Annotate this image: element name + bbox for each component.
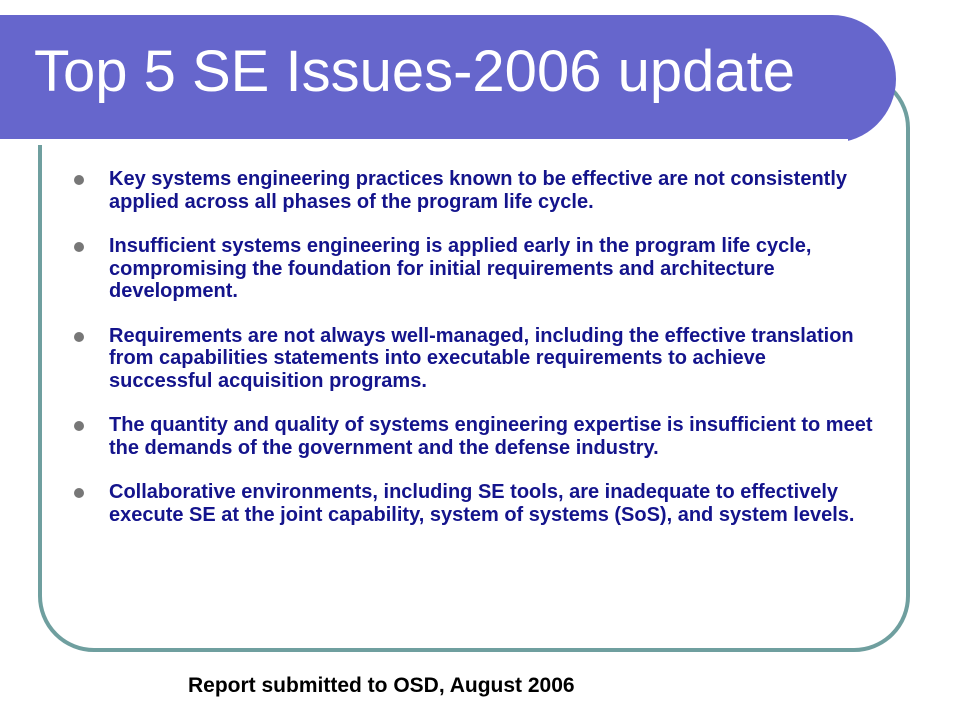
slide-title: Top 5 SE Issues-2006 update (34, 39, 795, 104)
bullet-dot-icon (74, 175, 84, 185)
bullet-text: The quantity and quality of systems engineering expertise is insufficient to meet the demands of the government and the defense industry. (109, 414, 873, 459)
bullet-text: Requirements are not always well-managed, including the effective translation from capabilities statements into executable requirements to achieve successful acquisition programs. (109, 324, 854, 392)
title-underline (0, 139, 848, 145)
bullet-dot-icon (74, 242, 84, 252)
bullet-text: Insufficient systems engineering is applied early in the program life cycle, compromising the foundation for initial requirements and architecture development. (109, 235, 812, 302)
bullet-dot-icon (74, 488, 84, 498)
bullet-text: Key systems engineering practices known to be effective are not consistently applied across all phases of the program life cycle. (109, 168, 848, 213)
bullet-item-5 (74, 481, 874, 526)
bullet-dot-icon (74, 332, 84, 342)
bullet-item-1 (74, 168, 874, 213)
bullet-text: Collaborative environments, including SE tools, are inadequate to effectively execute SE at the joint capability, system of systems (SoS), and system levels. (109, 481, 855, 526)
bullet-item-2 (74, 235, 874, 303)
bullet-dot-icon (74, 421, 84, 431)
bullet-item-4 (74, 414, 874, 459)
bullet-item-3 (74, 325, 874, 393)
footer-note: Report submitted to OSD, August 2006 (188, 674, 575, 697)
bullet-list (74, 168, 874, 526)
